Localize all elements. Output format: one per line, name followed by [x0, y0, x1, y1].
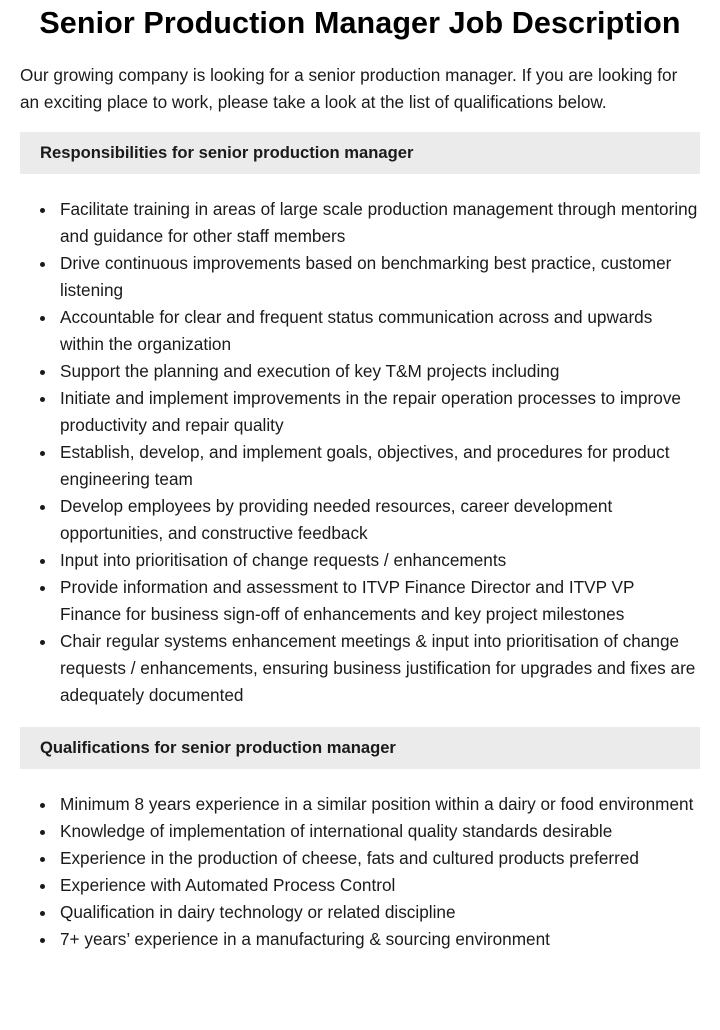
bullet-icon	[40, 370, 45, 375]
responsibilities-header: Responsibilities for senior production manager	[20, 132, 700, 174]
bullet-icon	[40, 208, 45, 213]
list-item: Facilitate training in areas of large scale production management through mentoring and guidance for other staff members	[60, 196, 700, 250]
list-item: Develop employees by providing needed resources, career development opportunities, and constructive feedback	[60, 493, 700, 547]
responsibilities-list	[20, 196, 700, 709]
bullet-icon	[40, 262, 45, 267]
list-item: Input into prioritisation of change requests / enhancements	[60, 547, 700, 574]
list-item: Provide information and assessment to ITVP Finance Director and ITVP VP Finance for business sign-off of enhancements and key project milestones	[60, 574, 700, 628]
list-item: Knowledge of implementation of international quality standards desirable	[60, 818, 700, 845]
bullet-icon	[40, 505, 45, 510]
bullet-icon	[40, 586, 45, 591]
list-item: Experience in the production of cheese, fats and cultured products preferred	[60, 845, 700, 872]
list-item: Support the planning and execution of key T&M projects including	[60, 358, 700, 385]
bullet-icon	[40, 397, 45, 402]
list-item: Accountable for clear and frequent status communication across and upwards within the organization	[60, 304, 700, 358]
list-item: Establish, develop, and implement goals, objectives, and procedures for product engineering team	[60, 439, 700, 493]
bullet-icon	[40, 559, 45, 564]
bullet-icon	[40, 451, 45, 456]
list-item: Drive continuous improvements based on benchmarking best practice, customer listening	[60, 250, 700, 304]
intro-paragraph: Our growing company is looking for a senior production manager. If you are looking for an exciting place to work, please take a look at the list of qualifications below.	[20, 65, 678, 112]
qualifications-header: Qualifications for senior production manager	[20, 727, 700, 769]
list-item: Chair regular systems enhancement meetings & input into prioritisation of change requests / enhancements, ensuring business justification for upgrades and fixes are adequately documented	[60, 628, 700, 709]
bullet-icon	[40, 857, 45, 862]
list-item: Minimum 8 years experience in a similar position within a dairy or food environment	[60, 791, 700, 818]
page-title: Senior Production Manager Job Description	[39, 6, 681, 40]
bullet-icon	[40, 803, 45, 808]
bullet-icon	[40, 640, 45, 645]
list-item: Qualification in dairy technology or related discipline	[60, 899, 700, 926]
list-item: 7+ years’ experience in a manufacturing & sourcing environment	[60, 926, 700, 953]
bullet-icon	[40, 830, 45, 835]
bullet-icon	[40, 316, 45, 321]
list-item: Experience with Automated Process Control	[60, 872, 700, 899]
bullet-icon	[40, 938, 45, 943]
bullet-icon	[40, 884, 45, 889]
bullet-icon	[40, 911, 45, 916]
qualifications-list	[20, 791, 700, 953]
list-item: Initiate and implement improvements in the repair operation processes to improve productivity and repair quality	[60, 385, 700, 439]
